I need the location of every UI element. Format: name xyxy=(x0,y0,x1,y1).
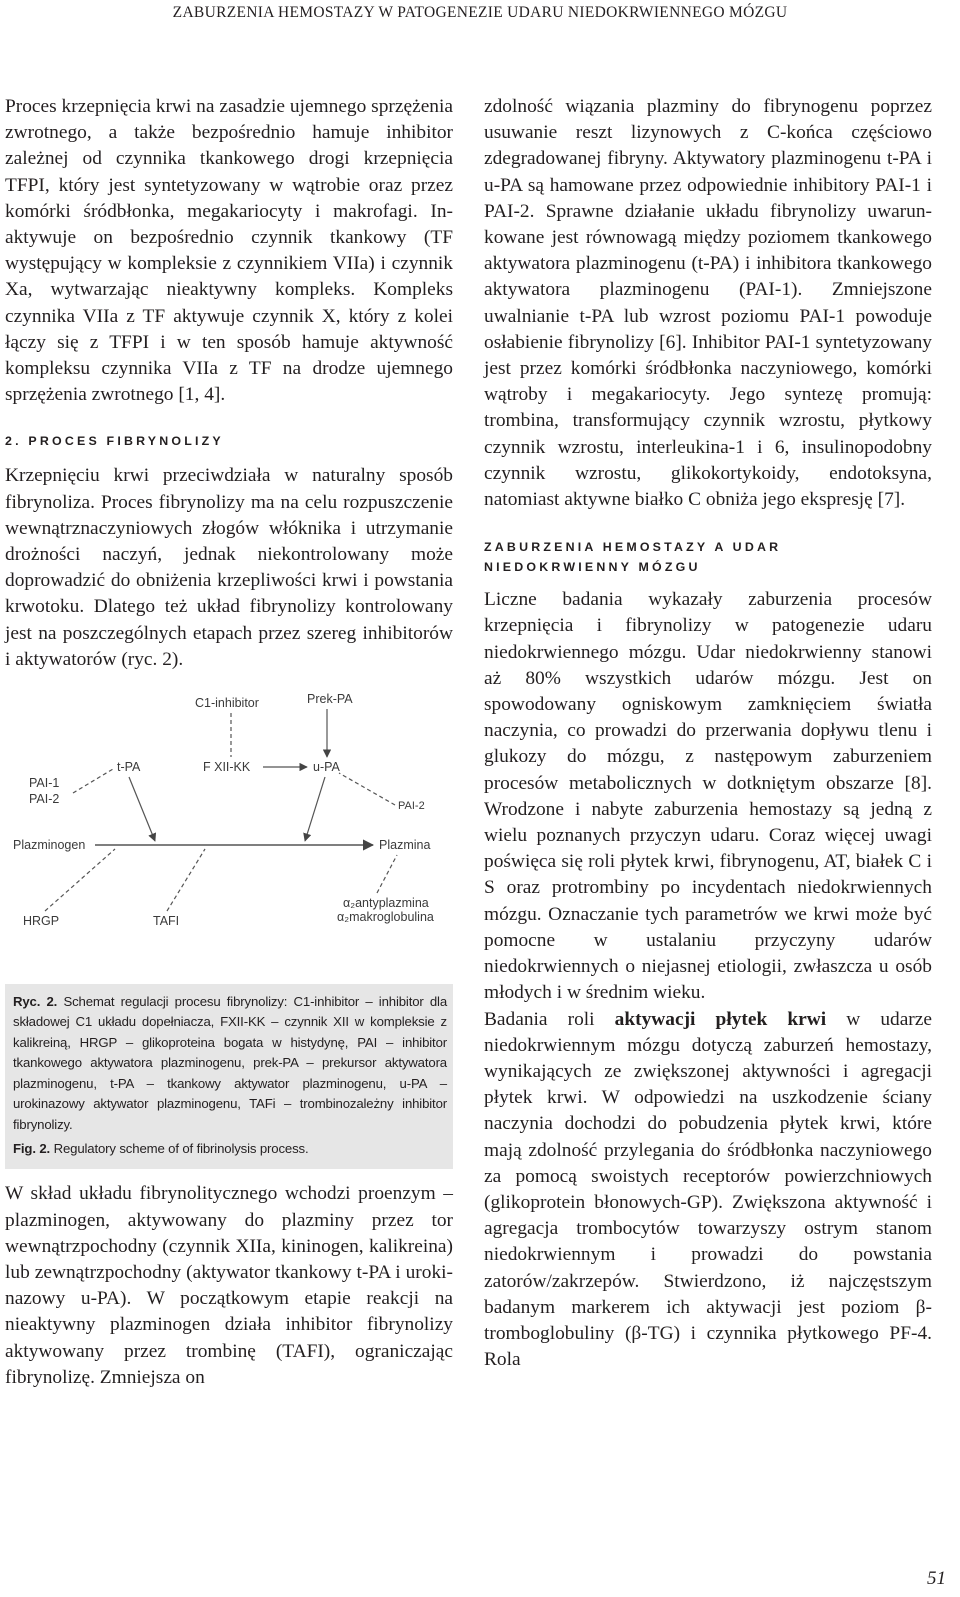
plytki-bold: aktywacji płytek krwi xyxy=(614,1008,827,1030)
label-pai-2-left: PAI-2 xyxy=(29,792,60,807)
line-tafi xyxy=(167,849,205,911)
label-tafi: TAFI xyxy=(153,914,180,929)
label-antyplazmina: α₂antyplazmina xyxy=(343,896,429,911)
paragraph-plytki xyxy=(484,1007,932,1374)
paragraph-udar: Liczne badania wykazały zaburzenia procesów krzepnięcia i fibrynolizy w patogenezie udaru niedokrwiennego mózgu. Udar niedokrwienny stanowi aż 80% wszystkich udarów mózgu. Jest on spowodowany ogniskowym zamknięciem światła naczynia, co prowadzi do przerwania dopływu tlenu i glukozy do mózgu, z następowym zaburzeniem procesów metabolicznych w dotkniętym obszarze [8]. Wrodzone i nabyte zaburzenia hemostazy są jedną z wielu poznanych przyczyn udaru. Coraz więcej uwagi poświęca się roli płytek krwi, fibrynogenu, AT, białek C i S oraz protrombiny po incydentach niedokrwiennych mózgu. Oznaczanie tych parametrów we krwi może być pomocne w ustalaniu przyczyny udarów niedokrwiennych o niejasnej etiologii, zwłaszcza u osób młodych i w średnim wieku. xyxy=(484,589,932,1004)
plytki-rest: w udarze niedokrwiennym mózgu dotyczą zaburzeń hemostazy, wynikających ze zwiększonej aktywności i agregacji płytek krwi. W odpowiedzi na uszkodzenie ściany naczynia dochodzi do pobudzenia płytek krwi, które mają zdolność przylegania do śródbłonka naczyniowego za pomocą swoistych receptorów powierzchniowych (glikoprotein błonowych-GP). Zwiększona aktywność i agregacja trombocytów towarzyszy ostrym stanom niedokrwiennym i prowadzi do powstania zatorów/zakrzepów. Stwierdzono, iż najczęstszym badanym markerem ich aktywacji jest poziom β-tromboglobuliny (β-TG) i czynnika płytkowego PF-4. Rola xyxy=(484,1008,932,1371)
label-pai-2-right: PAI-2 xyxy=(398,800,425,813)
section-heading-fibrynoliza: 2. PROCES FIBRYNOLIZY xyxy=(5,434,224,449)
paragraph-pai: zdolność wiązania plazminy do fibrynogenu poprzez usuwanie reszt lizynowych z C-końca częściowo zdegradowanej fibryny. Aktywatory plazminogenu t-PA i u-PA są hamowane przez odpowiednie inhibitory PAI-1 i PAI-2. Sprawne działanie układu fibrynolizy uwarunkowane jest równowagą między poziomem tkankowego aktywatora plazminogenu (t-PA) i inhibitora tkankowego aktywatora plazminogenu (PAI-1). Zmniejszone uwalnianie t-PA lub wzrost poziomu PAI-1 powoduje osłabienie fibrynolizy [6]. Inhibitor PAI-1 syntetyzowany jest przez komórki śródbłonka naczyniowego, komórki wątroby i megakariocyty. Jego syntezę promują: trombina, transformujący czynnik wzrostu, płytkowy czynnik wzrostu, interleukina-1 i 6, insulinopodobny czynnik wzrostu, glikokortykoidy, endotoksyna, natomiast aktywne białko C obniża jego ekspresję [7]. xyxy=(484,96,932,511)
caption-en-text: Regulatory scheme of of fibrinolysis process. xyxy=(53,1140,309,1156)
line-antyplazmina xyxy=(377,855,397,893)
label-plazminogen: Plazminogen xyxy=(13,838,86,853)
right-column xyxy=(484,94,932,1373)
line-hrgp xyxy=(45,849,115,911)
paragraph-tfpi: Proces krzepnięcia krwi na zasadzie ujemnego sprzężenia zwrotnego, a także bezpośrednio hamuje inhibitor zależnej od czynnika tkankowego drogi krzepnięcia TFPI, który jest syntetyzowany w wątrobie oraz przez komórki śródbłonka, megakariocyty i makrofagi. Inaktywuje on bezpośrednio czynnik tkankowy (TF występujący w kompleksie z czynnikiem VIIa) i czynnik Xa, wytwarzając nieaktywny kompleks. Kompleks czynnika VIIa z TF aktywuje czynnik X, który z kolei łączy się z TFPI i w ten sposób hamuje aktywność kompleksu czynnika VIIa z TF na drodze ujemnego sprzężenia zwrotnego [1, 4]. xyxy=(5,96,453,406)
label-fxii-kk: F XII-KK xyxy=(203,760,251,775)
paragraph-plazminogen: W skład układu fibrynolitycznego wchodzi proenzym – plazminogen, aktywowany do plazminy przez tor wewnątrzpochodny (czynnik XIIa, kininogen, kalikreina) lub zewnątrzpochodny (aktywator tkankowy t-PA i urokinazowy u-PA). W początkowym etapie reakcji na nieaktywny plazminogen działa inhibitor fibrynolizy aktywowany przez trombinę (TAFI), ograniczając fibrynolizę. Zmniejsza on xyxy=(5,1183,453,1388)
section-heading-line1: ZABURZENIA HEMOSTAZY A UDAR xyxy=(484,540,782,555)
label-plazmina: Plazmina xyxy=(379,838,431,853)
figure-fibrinolysis-scheme xyxy=(5,685,453,1169)
label-u-pa: u-PA xyxy=(313,760,340,775)
caption-pl-label: Ryc. 2. xyxy=(13,994,58,1010)
caption-en-label: Fig. 2. xyxy=(13,1140,51,1156)
arrow-u-pa xyxy=(305,777,325,841)
caption-en xyxy=(13,1139,447,1159)
left-column xyxy=(5,94,453,1391)
label-c1-inhibitor: C1-inhibitor xyxy=(195,696,259,711)
label-makroglobulina: α₂makroglobulina xyxy=(337,910,434,925)
plytki-start: Badania roli xyxy=(484,1008,595,1030)
running-header: ZABURZENIA HEMOSTAZY W PATOGENEZIE UDARU NIEDOKRWIENNEGO MÓZGU xyxy=(172,4,788,21)
fibrinolysis-diagram xyxy=(5,685,453,979)
label-hrgp: HRGP xyxy=(23,914,60,929)
line-pai-u-pa xyxy=(339,773,395,805)
label-prek-pa: Prek-PA xyxy=(307,692,353,707)
page-number: 51 xyxy=(927,1568,946,1589)
figure-caption xyxy=(5,984,453,1169)
arrow-t-pa xyxy=(129,777,155,841)
label-pai-1: PAI-1 xyxy=(29,776,60,791)
section-heading-udar xyxy=(484,537,932,577)
line-pai-t-pa xyxy=(73,769,113,793)
caption-pl-text: Schemat regulacji procesu fibrynolizy: C1-inhibitor – inhibitor dla składowej C1 układu dopełniacza, FXII-KK – czynnik XII w kompleksie z kalikreiną, HRGP – glikoproteina bogata w histydynę, PAI – inhibitor tkankowego aktywatora plazminogenu, prek-PA – prekursor aktywatora plazminogenu, t-PA – tkankowy aktywator plazminogenu, u-PA – urokinazowy aktywator plazminogenu, TAFi – trombinozależny inhibitor fibrynolizy. xyxy=(13,994,448,1132)
section-heading-line2: NIEDOKRWIENNY MÓZGU xyxy=(484,560,701,575)
label-t-pa: t-PA xyxy=(117,760,141,775)
paragraph-fibrynoliza: Krzepnięciu krwi przeciwdziała w naturalny sposób fibrynoliza. Proces fibrynolizy ma na celu rozpuszczenie wewnątrznaczyniowych złogów włóknika i utrzymanie drożności naczyń, jednak niekontrolowany może doprowadzić do obniżenia krzepliwości krwi i powstania krwotoku. Dlatego też układ fibrynolizy kontrolowany jest na poszczególnych etapach przez szereg inhibitorów i aktywatorów (ryc. 2). xyxy=(5,465,453,670)
